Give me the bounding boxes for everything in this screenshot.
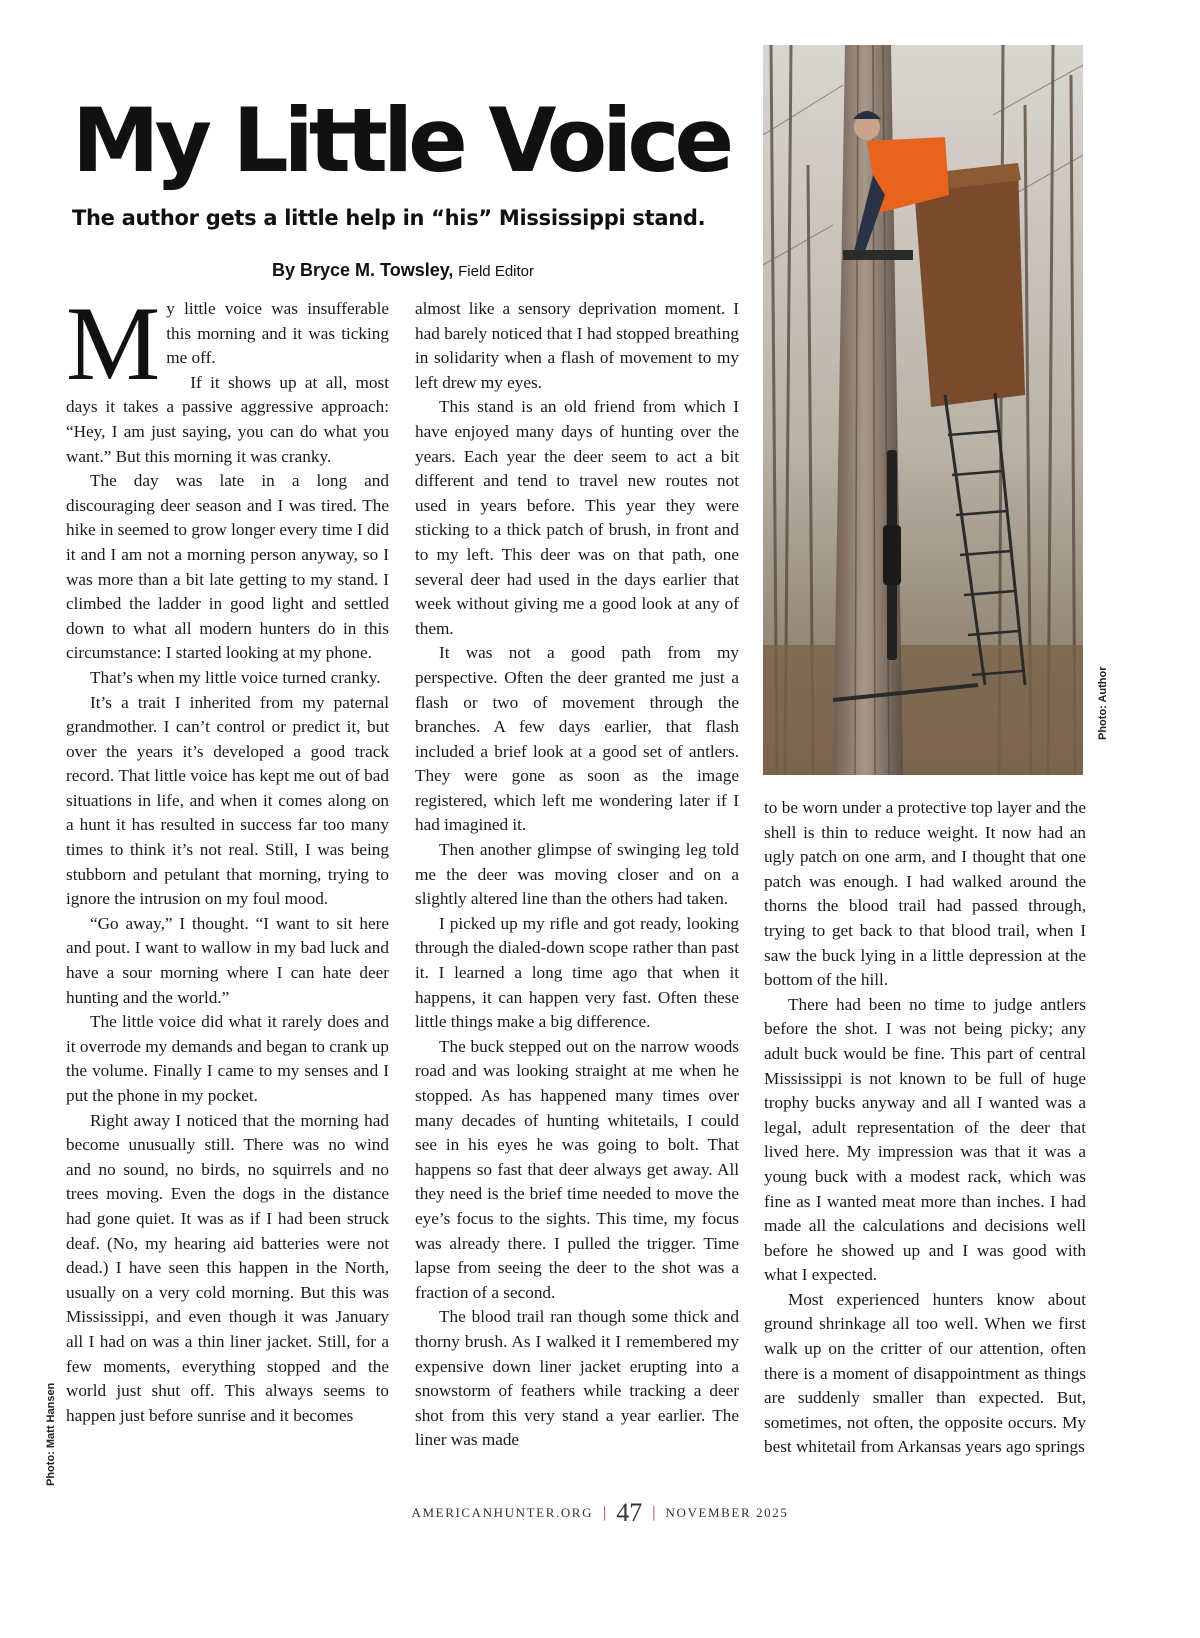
paragraph: If it shows up at all, most days it takes a passive aggressive approach: “Hey, I am just saying, you can do what you want.” But this morning it was cranky. — [66, 372, 389, 466]
paragraph: Right away I noticed that the morning had become unusually still. There was no wind and no sound, no birds, no squirrels and no trees moving. Even the dogs in the distance had gone quiet. It was as if I had been struck deaf. (No, my hearing aid batteries were not dead.) I have seen this happen in the North, usually on a very cold morning. But this was Mississippi, and even though it was January all I had on was a thin liner jacket. Still, for a few moments, everything stopped and the world just shut off. This always seems to happen just before sunrise and it becomes — [66, 1110, 389, 1425]
drop-cap: M — [66, 285, 161, 402]
paragraph: I picked up my rifle and got ready, looking through the dialed-down scope rather than past it. I learned a long time ago that when it happens, it can happen very fast. Often these little things make a big difference. — [415, 913, 739, 1032]
page-footer — [300, 1498, 900, 1528]
author-role: Field Editor — [458, 263, 535, 280]
paragraph: almost like a sensory deprivation moment. I had barely noticed that I had stopped breathing in solidarity when a flash of movement to my left drew my eyes. — [415, 299, 739, 392]
paragraph: That’s when my little voice turned cranky. — [90, 667, 381, 687]
paragraph: It’s a trait I inherited from my paternal grandmother. I can’t control or predict it, but over the years it’s developed a good track record. That little voice has kept me out of bad situations in life, and when it comes along on a hunt it has resulted in success far too many times to think it’s not real. Still, I was being stubborn and petulant that morning, trying to ignore the intrusion on my foul mood. — [66, 692, 389, 909]
paragraph: y little voice was insufferable this morning and it was ticking me off. — [166, 299, 389, 368]
page-number: 47 — [616, 1498, 643, 1527]
paragraph: “Go away,” I thought. “I want to sit here and pout. I want to wallow in my bad luck and have a sour morning where I can hate deer hunting and the world.” — [66, 913, 389, 1007]
footer-site: AMERICANHUNTER.ORG — [411, 1505, 594, 1520]
article-subtitle: The author gets a little help in “his” Mississippi stand. — [72, 206, 706, 230]
paragraph: Most experienced hunters know about ground shrinkage all too well. When we first walk up on the critter of our attention, often there is a moment of disappointment as things are suddenly smaller than expected. But, sometimes, not often, the opposite occurs. My best whitetail from Arkansas years ago springs — [764, 1289, 1086, 1457]
footer-separator: | — [652, 1504, 656, 1521]
byline — [272, 260, 672, 281]
article-title: My Little Voice — [72, 89, 730, 192]
paragraph: to be worn under a protective top layer and the shell is thin to reduce weight. It now had an ugly patch on one arm, and I thought that one patch was enough. I had walked around the thorns the blood trail had passed through, trying to get back to that blood trail, when I saw the buck lying in a little depression at the bottom of the hill. — [764, 798, 1086, 990]
article-column-3 — [764, 796, 1086, 1496]
paragraph: The buck stepped out on the narrow woods road and was looking straight at me when he stopped. As has happened many times over many decades of hunting whitetails, I could see in his eyes he was going to bolt. That happens so fast that deer always get away. All they need is the brief time needed to move the eye’s focus to the sights. This time, my focus was already there. I pulled the trigger. Time lapse from seeing the deer to the shot was a fraction of a second. — [415, 1036, 739, 1302]
article-column-1 — [66, 285, 389, 1492]
footer-separator: | — [603, 1504, 607, 1521]
paragraph: The blood trail ran though some thick and thorny brush. As I walked it I remembered my expensive down liner jacket erupting into a snowstorm of feathers while tracking a deer shot from this very stand a year earlier. The liner was made — [415, 1307, 739, 1450]
photo-credit: Photo: Author — [1097, 666, 1109, 740]
footer-date: NOVEMBER 2025 — [665, 1505, 789, 1520]
paragraph: There had been no time to judge antlers before the shot. I was not being picky; any adult buck would be fine. This part of central Mississippi is not known to be full of huge trophy bucks anyway and all I wanted was a legal, adult representation of the deer that lived here. My impression was that it was a young buck with a modest rack, which was fine as I wanted meat more than inches. I had made all the calculations and decisions well before he showed up and I was good with what I expected. — [764, 994, 1086, 1285]
paragraph: It was not a good path from my perspective. Often the deer granted me just a flash or two of movement through the branches. A few days earlier, that flash included a brief look at a good set of antlers. They were gone as soon as the image registered, which left me wondering later if I had imagined it. — [415, 643, 739, 835]
paragraph: The little voice did what it rarely does and it overrode my demands and began to crank up the volume. Finally I came to my senses and I put the phone in my pocket. — [66, 1012, 389, 1105]
author-name: By Bryce M. Towsley, — [272, 260, 454, 280]
side-photo-credit: Photo: Matt Hansen — [45, 1382, 57, 1486]
hunting-stand-photo — [763, 45, 1083, 775]
paragraph: The day was late in a long and discouraging deer season and I was tired. The hike in seemed to grow longer every time I did it and I am not a morning person anyway, so I was more than a bit late getting to my stand. I climbed the ladder in good light and settled down to what all modern hunters do in this circumstance: I started looking at my phone. — [66, 471, 389, 663]
paragraph: This stand is an old friend from which I have enjoyed many days of hunting over the years. Each year the deer seem to act a bit different and tend to travel new routes not used in years before. This year they were sticking to a thick patch of brush, in front and to my left. This deer was on that path, one several deer had used in the days earlier that week without giving me a good look at any of them. — [415, 397, 739, 638]
paragraph: Then another glimpse of swinging leg told me the deer was moving closer and on a slightly altered line than the others had taken. — [415, 840, 739, 909]
article-column-2 — [415, 297, 739, 1492]
